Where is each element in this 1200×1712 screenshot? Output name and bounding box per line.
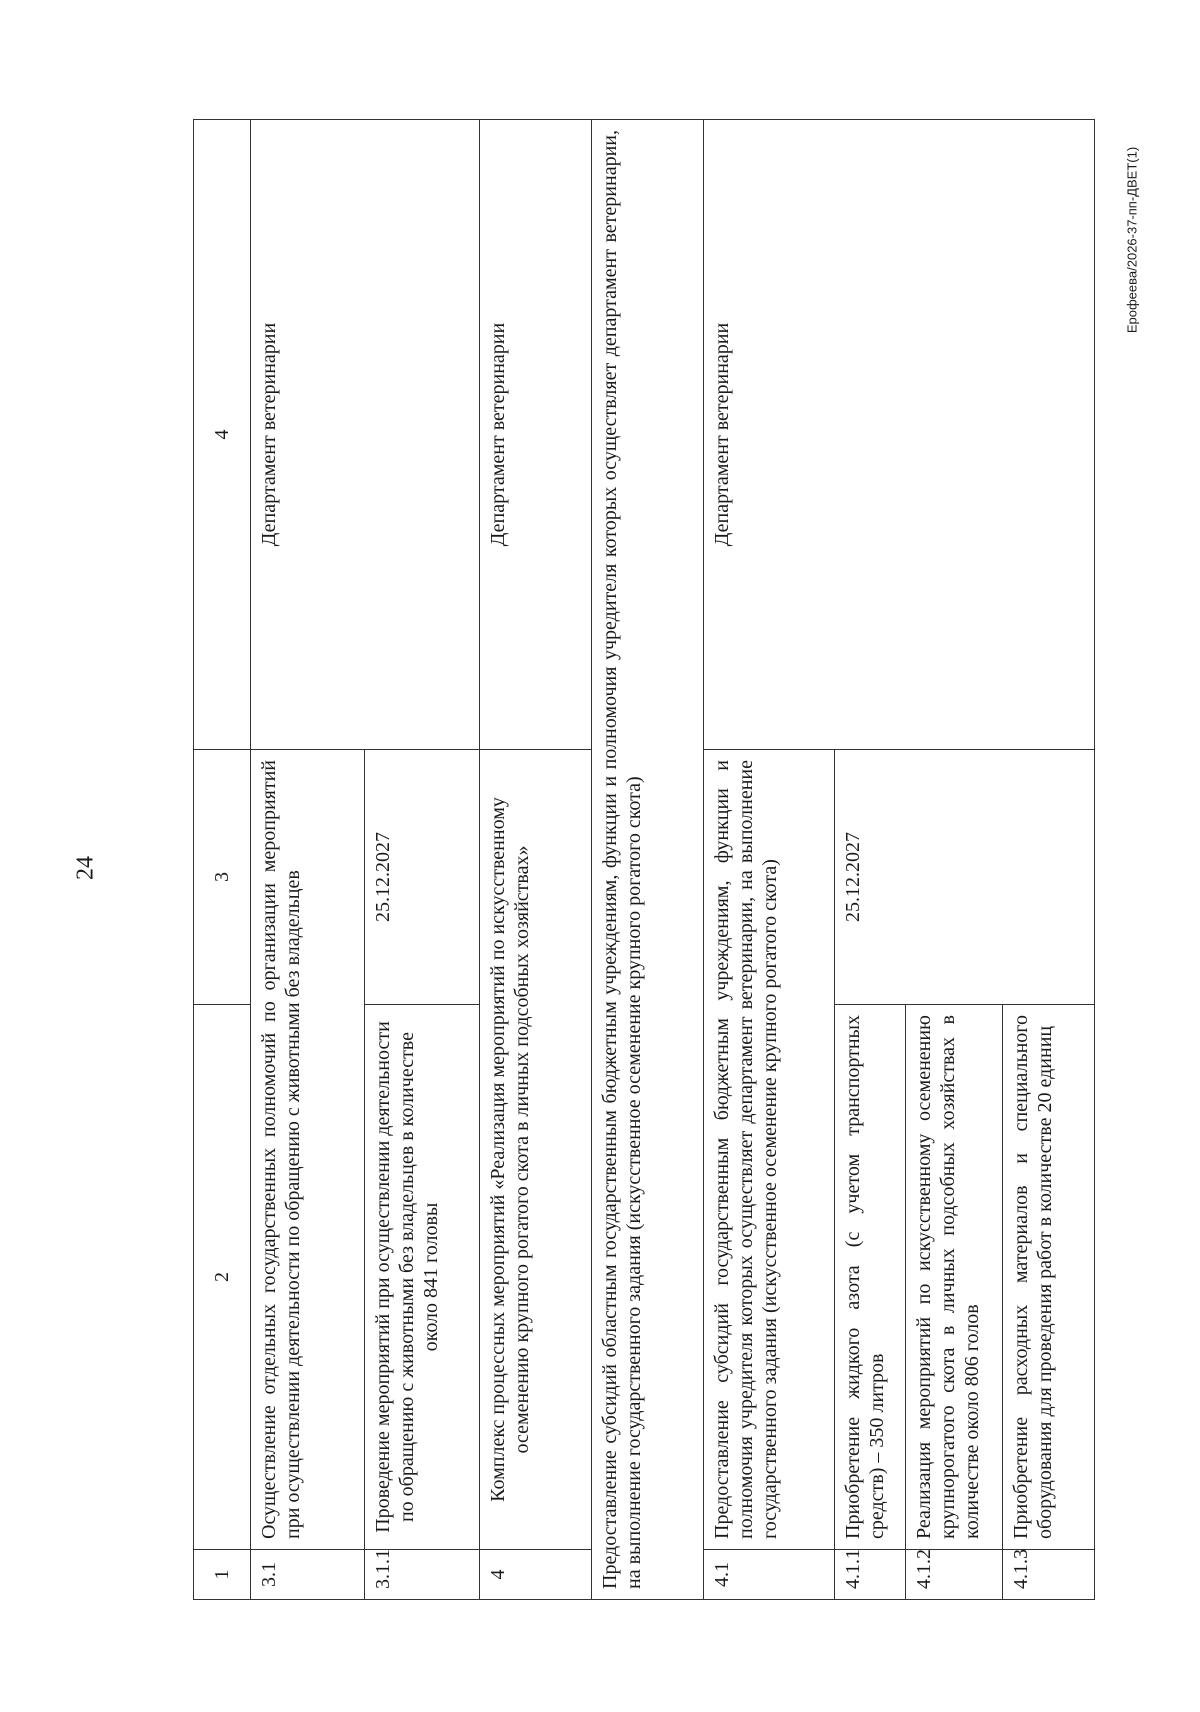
row-number: 4.1.3: [1003, 1550, 1095, 1600]
table-container: [193, 120, 1095, 1600]
row-number: 3.1: [251, 1550, 365, 1600]
document-stamp: Ерофеева/2026-37-пп-ДВЕТ(1): [1124, 146, 1140, 334]
header-col-2: 2: [194, 1005, 251, 1550]
table-row: [591, 120, 703, 1600]
row-description: Приобретение расходных материалов и специального оборудования для проведения работ в количестве 20 единиц: [1003, 1005, 1095, 1550]
row-number: 4.1.1: [835, 1550, 906, 1600]
row-description: Комплекс процессных мероприятий «Реализация мероприятий по искусственному осеменению крупного рогатого скота в личных подсобных хозяйствах»: [479, 750, 591, 1550]
row-number: 4.1.2: [906, 1550, 1003, 1600]
header-col-4: 4: [194, 120, 251, 750]
row-number: 3.1.1: [365, 1550, 479, 1600]
row-executor: Департамент ветеринарии: [479, 120, 591, 750]
table-header-row: [194, 120, 251, 1600]
row-executor: Департамент ветеринарии: [703, 120, 1094, 750]
row-number: 4: [479, 1550, 591, 1600]
measures-table: [193, 119, 1095, 1600]
row-description: Осуществление отдельных государственных полномочий по организации мероприятий при осуществлении деятельности по обращению с животными без владельцев: [251, 750, 365, 1550]
row-description: Проведение мероприятий при осуществлении деятельности по обращению с животными без владельцев в количестве около 841 головы: [365, 1005, 479, 1550]
table-row: [703, 120, 834, 1600]
row-date: 25.12.2027: [835, 750, 1095, 1005]
row-description: Приобретение жидкого азота (с учетом транспортных средств) – 350 литров: [835, 1005, 906, 1550]
table-row: [479, 120, 591, 1600]
row-date: 25.12.2027: [365, 750, 479, 1005]
header-col-3: 3: [194, 750, 251, 1005]
row-number: 4.1: [703, 1550, 834, 1600]
row-section-heading: Предоставление субсидий областным государственным бюджетным учреждениям, функции и полномочия учредителя которых осуществляет департамент ветеринарии, на выполнение государственного задания (искусственное осеменение крупного рогатого скота): [591, 120, 703, 1600]
table-row: [251, 120, 365, 1600]
header-col-1: 1: [194, 1550, 251, 1600]
row-description: Предоставление субсидий государственным бюджетным учреждениям, функции и полномочия учредителя которых осуществляет департамент ветеринарии, на выполнение государственного задания (искусственное осеменение крупного рогатого скота): [703, 750, 834, 1550]
page-number: 24: [72, 856, 99, 880]
row-description: Реализация мероприятий по искусственному осеменению крупнорогатого скота в личных подсобных хозяйствах в количестве около 806 голов: [906, 1005, 1003, 1550]
row-executor: Департамент ветеринарии: [251, 120, 480, 750]
